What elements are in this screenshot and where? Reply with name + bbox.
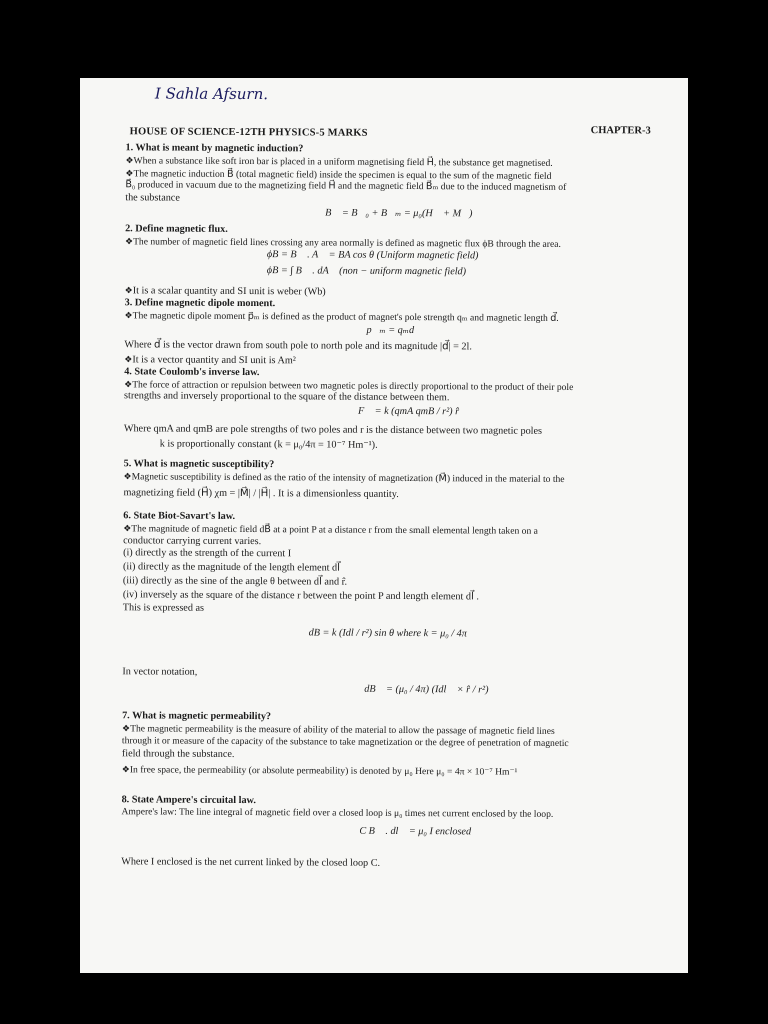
equation: p⃗ₘ = qₘd⃗ [366, 324, 423, 337]
text-line: Where d⃗ is the vector drawn from south pole to north pole and its magnitude |d⃗| = 2l. [124, 339, 472, 353]
text-line: This is expressed as [122, 602, 204, 614]
question-3: 3. Define magnetic dipole moment. [124, 297, 276, 310]
question-7: 7. What is magnetic permeability? [122, 710, 272, 723]
equation: ϕB = B⃗ . A⃗ = BA cos θ (Uniform magnetic field) [266, 249, 479, 262]
text-line: (i) directly as the strength of the current I [123, 547, 292, 560]
handwritten-note: I Sahla Afsurn. [154, 84, 269, 104]
text-line: ❖ The magnetic dipole moment p⃗ₘ is defined as the product of magnet's pole strength qₘ and magnetic length d⃗. [125, 309, 559, 325]
text-line: (ii) directly as the magnitude of the length element dl⃗ [122, 561, 341, 574]
text-line: k is proportionally constant (k = μ₀/4π = 10⁻⁷ Hm⁻¹). [159, 438, 378, 451]
text-line: Ampere's law: The line integral of magnetic field over a closed loop is μ₀ times net current enclosed by the loop. [121, 806, 554, 820]
question-4: 4. State Coulomb's inverse law. [124, 366, 260, 379]
text-line: through it or measure of the capacity of the substance to take magnetization or the degree of penetration of magnetic [121, 735, 569, 749]
chapter-label: CHAPTER-3 [590, 125, 651, 137]
text-line: ❖ The magnitude of magnetic field dB⃗ at a point P at a distance r from the small elemental length taken on a [123, 522, 538, 538]
document-header-title: HOUSE OF SCIENCE-12TH PHYSICS-5 MARKS [129, 126, 368, 139]
text-line: ❖ Magnetic susceptibility is defined as the ratio of the intensity of magnetization (M⃗) induced in the material to the [124, 470, 565, 486]
text-line: B⃗₀ produced in vacuum due to the magnetizing field H⃗ and the magnetic field B⃗ₘ due to the induced magnetism of [125, 179, 567, 193]
text-line: ❖ In free space, the permeability (or absolute permeability) is denoted by μ₀ Here μ₀ = 4π × 10⁻⁷ Hm⁻¹ [122, 763, 518, 778]
question-6: 6. State Biot-Savart's law. [123, 510, 236, 522]
text-line: ❖ The number of magnetic field lines crossing any area normally is defined as magnetic flux ϕB through the area. [125, 235, 561, 251]
equation: F⃗ = k (qmA qmB / r²) r̂ [357, 405, 460, 418]
text-line: conductor carrying current varies. [123, 535, 262, 548]
text-line: magnetizing field (H⃗) χm = |M⃗| / |H⃗| . It is a dimensionless quantity. [123, 487, 399, 500]
notes-sheet [80, 78, 688, 869]
equation: ∮C B⃗ . dl⃗ = μ₀ I enclosed [351, 825, 472, 838]
equation: ϕB = ∫ B⃗ . dA⃗ (non − uniform magnetic field) [266, 265, 467, 278]
text-line: ❖ The force of attraction or repulsion between two magnetic poles is directly proportional to the product of their pole [124, 378, 573, 394]
text-line: Where I enclosed is the net current linked by the closed loop C. [121, 856, 381, 869]
text-line: (iv) inversely as the square of the distance r between the point P and length element dl⃗ . [122, 589, 479, 603]
question-2: 2. Define magnetic flux. [125, 223, 228, 235]
question-5: 5. What is magnetic susceptibility? [123, 458, 275, 471]
equation: dB⃗ = (μ₀ / 4π) (Idl⃗ × r̂ / r²) [364, 683, 489, 696]
text-line: ❖ It is a vector quantity and SI unit is Am² [124, 353, 296, 367]
text-line: ❖ The magnetic permeability is the measure of ability of the material to allow the passage of magnetic field lines [122, 722, 555, 738]
text-line: field through the substance. [121, 748, 235, 760]
text-line: strengths and inversely proportional to the square of the distance between them. [124, 390, 450, 404]
text-line: ❖ It is a scalar quantity and SI unit is weber (Wb) [125, 284, 326, 298]
text-line: ❖ When a substance like soft iron bar is placed in a uniform magnetising field H⃗, the substance get magnetised. [125, 154, 552, 170]
question-8: 8. State Ampere's circuital law. [121, 794, 256, 807]
equation: dB = k (Idl / r²) sin θ where k = μ₀ / 4π [308, 627, 467, 640]
question-1: 1. What is meant by magnetic induction? [125, 142, 304, 155]
text-line: ❖ The magnetic induction B⃗ (total magnetic field) inside the specimen is equal to the sum of the magnetic field [125, 167, 551, 183]
text-line: (iii) directly as the sine of the angle θ between dl⃗ and r̂. [122, 575, 348, 588]
text-line: the substance [125, 192, 180, 204]
equation: B⃗ = B⃗₀ + B⃗ₘ = μ₀(H⃗ + M⃗) [325, 207, 473, 220]
document-page [80, 78, 688, 973]
text-line: Where qmA and qmB are pole strengths of two poles and r is the distance between two magnetic poles [123, 423, 543, 437]
text-line: In vector notation, [122, 666, 198, 678]
